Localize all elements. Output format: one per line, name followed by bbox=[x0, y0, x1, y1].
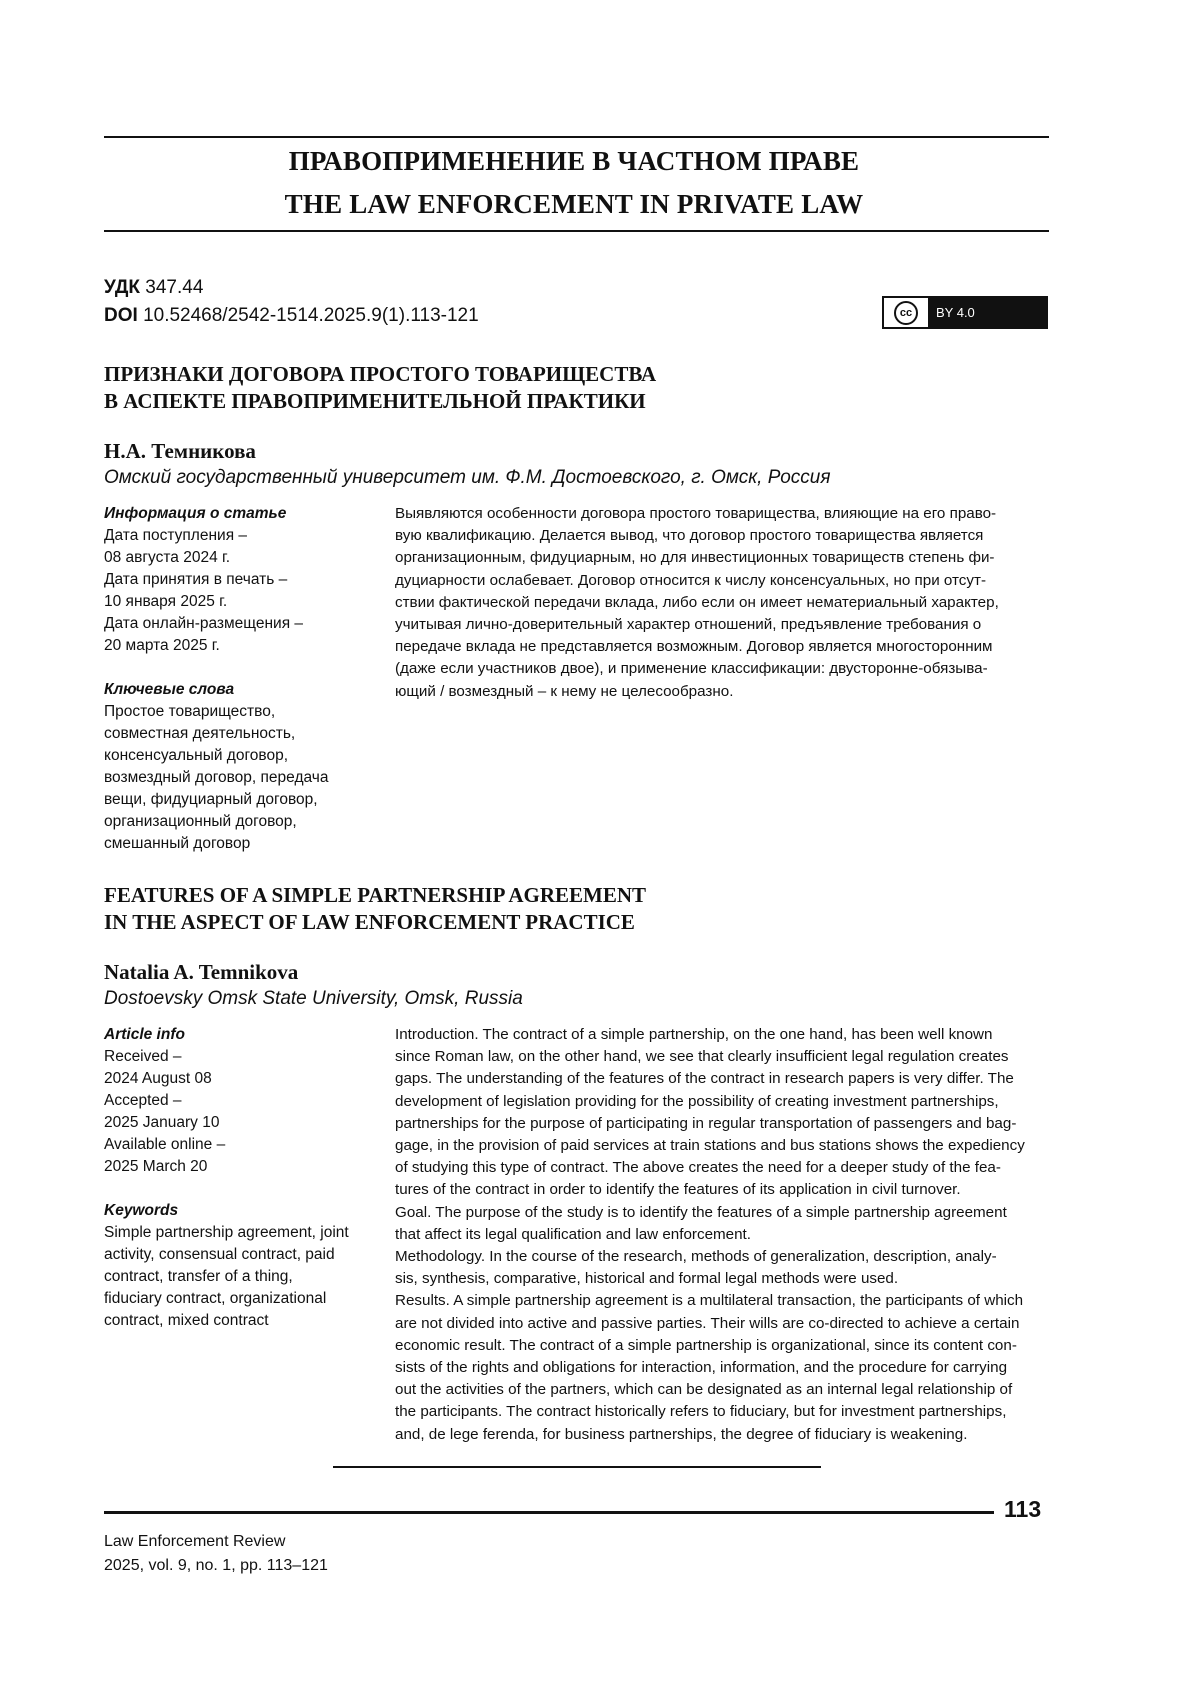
abstract-line: economic result. The contract of a simple partnership is organizational, since its content con- bbox=[395, 1335, 1049, 1357]
doi-value[interactable]: 10.52468/2542-1514.2025.9(1).113-121 bbox=[143, 305, 479, 326]
article-info-ru bbox=[104, 503, 366, 855]
header-bottom-rule bbox=[104, 230, 1049, 232]
info-line: Accepted – bbox=[104, 1090, 366, 1112]
spacer bbox=[104, 657, 366, 679]
udc-label: УДК bbox=[104, 277, 140, 298]
article-title-ru bbox=[104, 361, 656, 415]
abstract-line: передаче вклада не представляется возможным. Договор является многосторонним bbox=[395, 636, 1049, 658]
info-line: Дата поступления – bbox=[104, 525, 366, 547]
article-title-en-line2: IN THE ASPECT OF LAW ENFORCEMENT PRACTICE bbox=[104, 909, 646, 936]
keyword-line: Simple partnership agreement, joint bbox=[104, 1222, 366, 1244]
abstract-line: (даже если участников двое), и применение классификации: двусторонне-обязыва- bbox=[395, 658, 1049, 680]
abstract-line: Goal. The purpose of the study is to identify the features of a simple partnership agreement bbox=[395, 1202, 1049, 1224]
article-info-ru-heading: Информация о статье bbox=[104, 503, 366, 525]
header-top-rule bbox=[104, 136, 1049, 138]
journal-page bbox=[0, 0, 1200, 1697]
keyword-line: консенсуальный договор, bbox=[104, 745, 366, 767]
abstract-line: of studying this type of contract. The above creates the need for a deeper study of the fea- bbox=[395, 1157, 1049, 1179]
section-title-ru: ПРАВОПРИМЕНЕНИЕ В ЧАСТНОМ ПРАВЕ bbox=[100, 146, 1048, 177]
cc-logo bbox=[884, 298, 930, 327]
article-title-ru-line2: В АСПЕКТЕ ПРАВОПРИМЕНИТЕЛЬНОЙ ПРАКТИКИ bbox=[104, 388, 656, 415]
udc-value: 347.44 bbox=[145, 277, 203, 298]
abstract-line: development of legislation providing for the possibility of creating investment partnerships, bbox=[395, 1091, 1049, 1113]
abstract-line: Methodology. In the course of the research, methods of generalization, description, analy- bbox=[395, 1246, 1049, 1268]
abstract-line: учитывая лично-доверительный характер отношений, предъявление требования о bbox=[395, 614, 1049, 636]
author-ru: Н.А. Темникова bbox=[104, 439, 256, 464]
keywords-ru-heading: Ключевые слова bbox=[104, 679, 366, 701]
udc-line bbox=[104, 277, 203, 299]
article-title-en-line1: FEATURES OF A SIMPLE PARTNERSHIP AGREEMENT bbox=[104, 882, 646, 909]
abstract-line: ствии фактической передачи вклада, либо если он имеет нематериальный характер, bbox=[395, 592, 1049, 614]
cc-icon: cc bbox=[894, 301, 918, 325]
article-title-en bbox=[104, 882, 646, 936]
abstract-line: and, de lege ferenda, for business partnerships, the degree of fiduciary is weakening. bbox=[395, 1424, 1049, 1446]
affiliation-en: Dostoevsky Omsk State University, Omsk, Russia bbox=[104, 988, 523, 1010]
abstract-en bbox=[395, 1024, 1049, 1446]
abstract-line: sis, synthesis, comparative, historical and formal legal methods were used. bbox=[395, 1268, 1049, 1290]
journal-issue: 2025, vol. 9, no. 1, pp. 113–121 bbox=[104, 1554, 328, 1578]
keywords-en-heading: Keywords bbox=[104, 1200, 366, 1222]
abstract-line: организационным, фидуциарным, но для инвестиционных товариществ степень фи- bbox=[395, 547, 1049, 569]
abstract-ru bbox=[395, 503, 1049, 703]
info-line: 2025 March 20 bbox=[104, 1156, 366, 1178]
spacer bbox=[104, 1178, 366, 1200]
keyword-line: смешанный договор bbox=[104, 833, 366, 855]
info-line: Дата онлайн-размещения – bbox=[104, 613, 366, 635]
author-en: Natalia A. Temnikova bbox=[104, 960, 298, 985]
doi-line bbox=[104, 305, 479, 327]
info-line: Received – bbox=[104, 1046, 366, 1068]
abstract-line: out the activities of the partners, which can be designated as an internal legal relationship of bbox=[395, 1379, 1049, 1401]
abstract-line: partnerships for the purpose of participating in regular transportation of passengers and bag- bbox=[395, 1113, 1049, 1135]
footer-rule bbox=[104, 1511, 994, 1514]
keyword-line: activity, consensual contract, paid bbox=[104, 1244, 366, 1266]
abstract-line: Выявляются особенности договора простого товарищества, влияющие на его право- bbox=[395, 503, 1049, 525]
keyword-line: организационный договор, bbox=[104, 811, 366, 833]
article-info-en bbox=[104, 1024, 366, 1332]
abstract-line: since Roman law, on the other hand, we see that clearly insufficient legal regulation creates bbox=[395, 1046, 1049, 1068]
abstract-line: дуциарности ослабевает. Договор относится к числу консенсуальных, но при отсут- bbox=[395, 570, 1049, 592]
abstract-line: Results. A simple partnership agreement is a multilateral transaction, the participants of which bbox=[395, 1290, 1049, 1312]
page-number: 113 bbox=[1004, 1496, 1041, 1523]
cc-license-badge[interactable] bbox=[882, 296, 1048, 329]
abstract-line: ющий / возмездный – к нему не целесообразно. bbox=[395, 681, 1049, 703]
section-title-en: THE LAW ENFORCEMENT IN PRIVATE LAW bbox=[100, 189, 1048, 220]
abstract-line: gage, in the provision of paid services at train stations and bus stations shows the expediency bbox=[395, 1135, 1049, 1157]
keyword-line: возмездный договор, передача bbox=[104, 767, 366, 789]
info-line: 10 января 2025 г. bbox=[104, 591, 366, 613]
abstract-line: tures of the contract in order to identify the features of its application in civil turnover. bbox=[395, 1179, 1049, 1201]
info-line: Дата принятия в печать – bbox=[104, 569, 366, 591]
abstract-line: that affect its legal qualification and law enforcement. bbox=[395, 1224, 1049, 1246]
article-info-en-heading: Article info bbox=[104, 1024, 366, 1046]
doi-label: DOI bbox=[104, 305, 138, 326]
keyword-line: совместная деятельность, bbox=[104, 723, 366, 745]
keyword-line: Простое товарищество, bbox=[104, 701, 366, 723]
journal-name: Law Enforcement Review bbox=[104, 1530, 328, 1554]
footnote-rule bbox=[333, 1466, 821, 1468]
keyword-line: contract, transfer of a thing, bbox=[104, 1266, 366, 1288]
abstract-line: gaps. The understanding of the features of the contract in research papers is very differ. The bbox=[395, 1068, 1049, 1090]
abstract-line: the participants. The contract historically refers to fiduciary, but for investment partnerships, bbox=[395, 1401, 1049, 1423]
keyword-line: fiduciary contract, organizational bbox=[104, 1288, 366, 1310]
affiliation-ru: Омский государственный университет им. Ф.М. Достоевского, г. Омск, Россия bbox=[104, 467, 830, 489]
keyword-line: вещи, фидуциарный договор, bbox=[104, 789, 366, 811]
abstract-line: вую квалификацию. Делается вывод, что договор простого товарищества является bbox=[395, 525, 1049, 547]
info-line: 08 августа 2024 г. bbox=[104, 547, 366, 569]
journal-citation bbox=[104, 1530, 328, 1578]
info-line: 20 марта 2025 г. bbox=[104, 635, 366, 657]
info-line: 2024 August 08 bbox=[104, 1068, 366, 1090]
abstract-line: are not divided into active and passive parties. Their wills are co-directed to achieve a certain bbox=[395, 1313, 1049, 1335]
info-line: Available online – bbox=[104, 1134, 366, 1156]
article-title-ru-line1: ПРИЗНАКИ ДОГОВОРА ПРОСТОГО ТОВАРИЩЕСТВА bbox=[104, 361, 656, 388]
cc-license-text: BY 4.0 bbox=[930, 305, 975, 320]
abstract-line: Introduction. The contract of a simple partnership, on the one hand, has been well known bbox=[395, 1024, 1049, 1046]
keyword-line: contract, mixed contract bbox=[104, 1310, 366, 1332]
info-line: 2025 January 10 bbox=[104, 1112, 366, 1134]
abstract-line: sists of the rights and obligations for interaction, information, and the procedure for carrying bbox=[395, 1357, 1049, 1379]
